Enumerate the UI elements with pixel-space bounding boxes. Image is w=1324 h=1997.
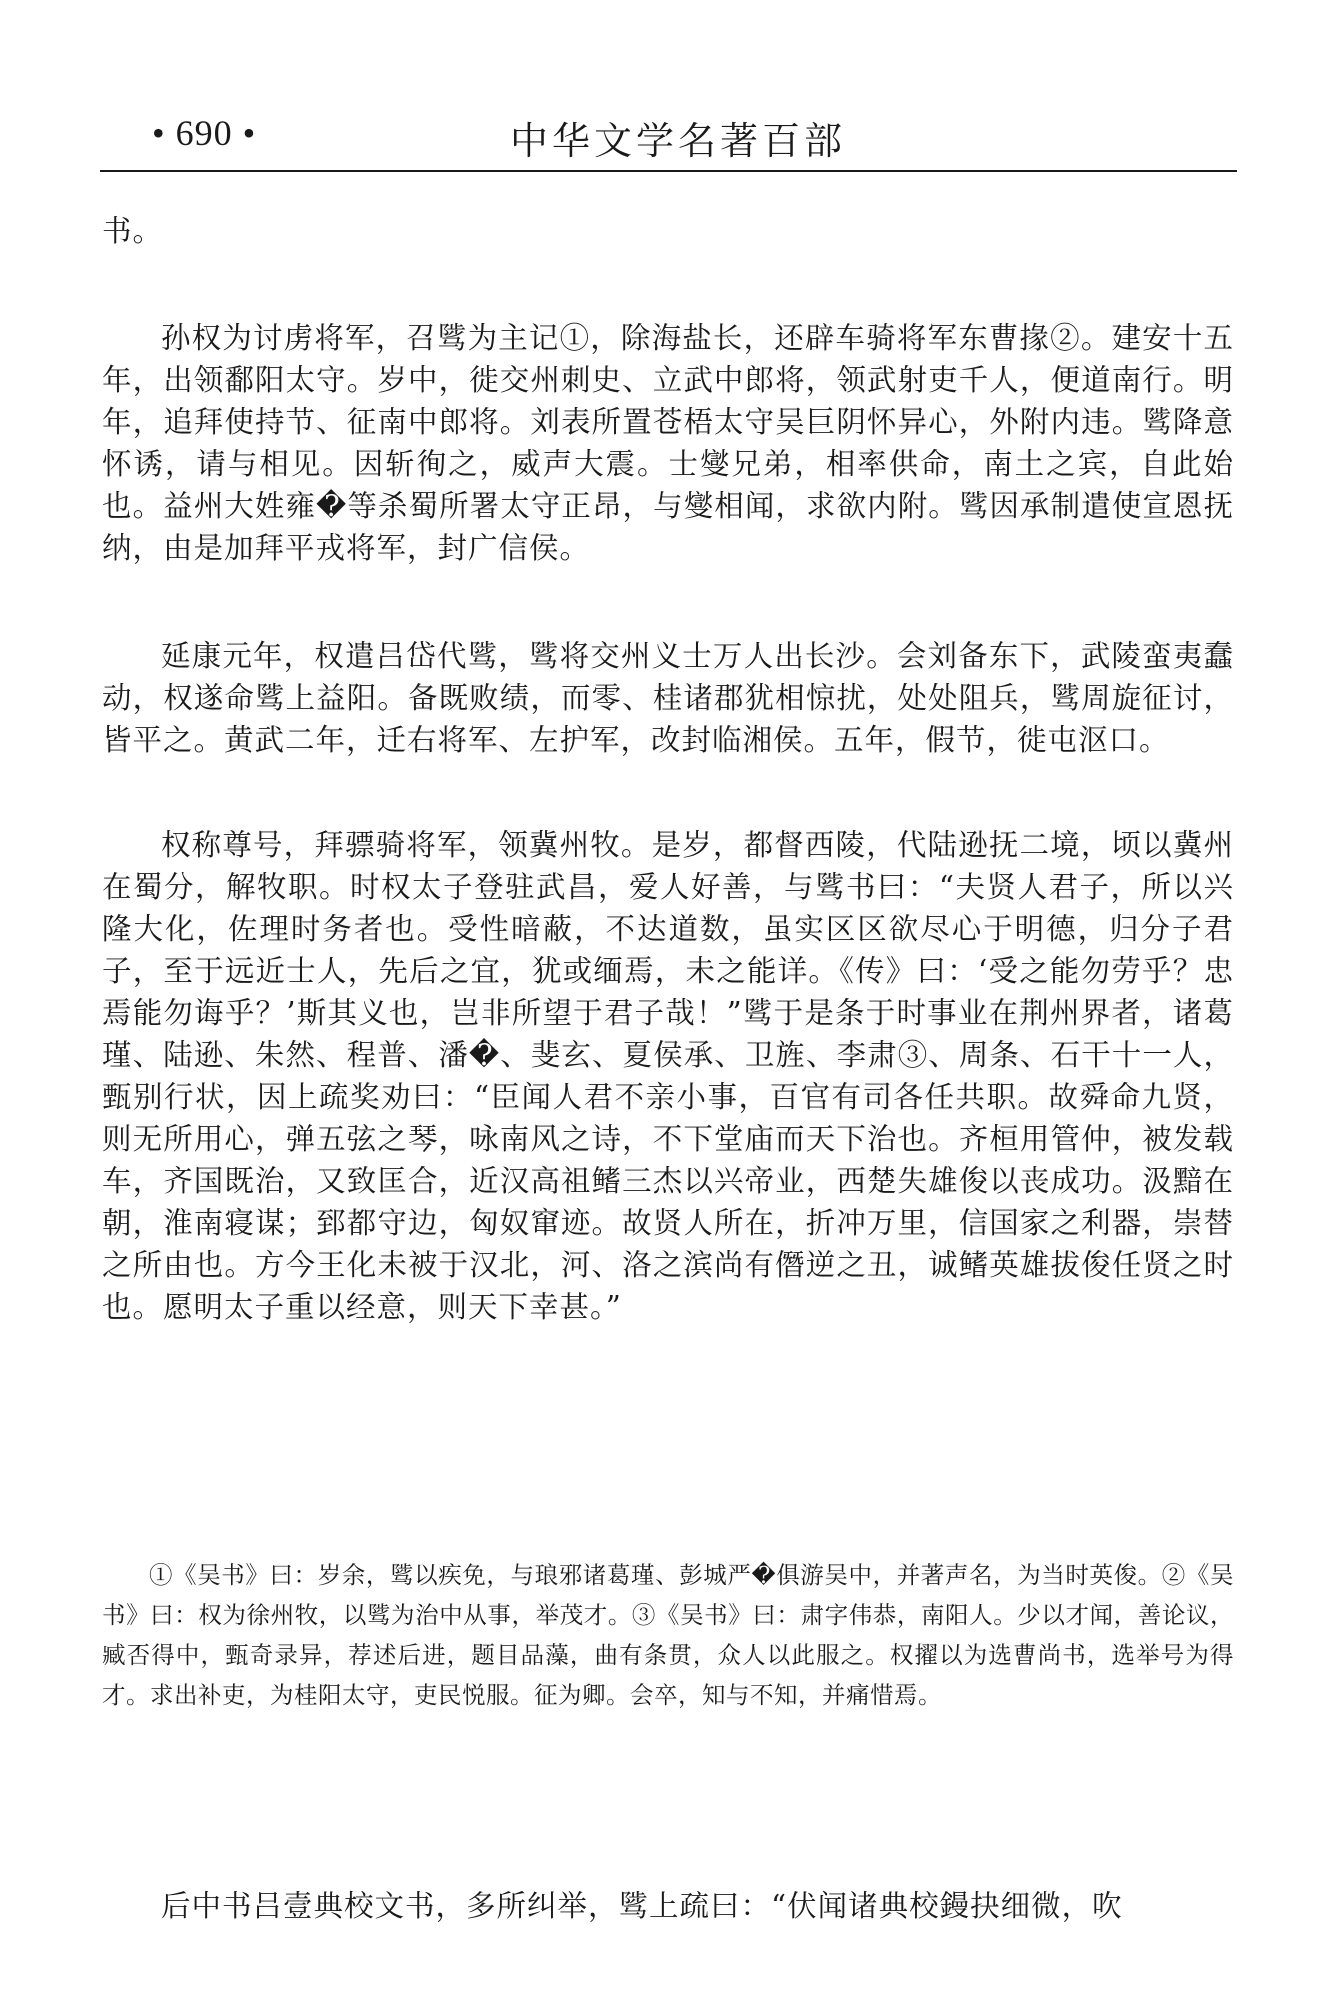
footnotes [102, 1555, 1234, 1715]
footnote-text: ①《吴书》曰：岁余，骘以疾免，与琅邪诸葛瑾、彭城严�俱游吴中，并著声名，为当时英俊。②《吴书》曰：权为徐州牧，以骘为治中从事，举茂才。③《吴书》曰：肃字伟恭，南阳人。少以才闻，善论议，臧否得中，甄奇录异，荐述后进，题目品藻，曲有条贯，众人以此服之。权擢以为选曹尚书，选举号为得才。求出补吏，为桂阳太守，吏民悦服。征为卿。会卒，知与不知，并痛惜焉。 [102, 1561, 1234, 1709]
book-title: 中华文学名著百部 [510, 119, 847, 163]
paragraph-4: 后中书吕壹典校文书，多所纠举，骘上疏曰：“伏闻诸典校鏝抉细微，吹 [161, 1889, 1123, 1923]
paragraph-1: 孙权为讨虏将军，召骘为主记①，除海盐长，还辟车骑将军东曹掾②。建安十五年，出领鄱阳太守。岁中，徙交州刺史、立武中郎将，领武射吏千人，便道南行。明年，追拜使持节、征南中郎将。刘表所置苍梧太守吴巨阴怀异心，外附内违。骘降意怀诱，请与相见。因斩徇之，威声大震。士燮兄弟，相率供命，南土之宾，自此始也。益州大姓雍�等杀蜀所署太守正昂，与燮相闻，求欲内附。骘因承制遣使宣恩抚纳，由是加拜平戎将军，封广信侯。 [102, 321, 1234, 565]
header-rule [100, 170, 1237, 172]
page-number: • 690 • [152, 113, 257, 153]
continued-fragment: 书。 [102, 214, 164, 248]
paragraph-2: 延康元年，权遣吕岱代骘，骘将交州义士万人出长沙。会刘备东下，武陵蛮夷蠢动，权遂命骘上益阳。备既败绩，而零、桂诸郡犹相惊扰，处处阻兵，骘周旋征讨，皆平之。黄武二年，迁右将军、左护军，改封临湘侯。五年，假节，徙屯沤口。 [102, 639, 1234, 757]
page-header [100, 108, 1235, 168]
paragraph-3: 权称尊号，拜骠骑将军，领冀州牧。是岁，都督西陵，代陆逊抚二境，顷以冀州在蜀分，解牧职。时权太子登驻武昌，爱人好善，与骘书曰：“夫贤人君子，所以兴隆大化，佐理时务者也。受性暗蔽，不达道数，虽实区区欲尽心于明德，归分子君子，至于远近士人，先后之宜，犹或缅焉，未之能详。《传》曰：‘受之能勿劳乎？忠焉能勿诲乎？’斯其义也，岂非所望于君子哉！”骘于是条于时事业在荆州界者，诸葛瑾、陆逊、朱然、程普、潘�、斐玄、夏侯承、卫旌、李肃③、周条、石干十一人，甄别行状，因上疏奖劝曰：“臣闻人君不亲小事，百官有司各任共职。故舜命九贤，则无所用心，弹五弦之琴，咏南风之诗，不下堂庙而天下治也。齐桓用管仲，被发载车，齐国既治，又致匡合，近汉高祖鳍三杰以兴帝业，西楚失雄俊以丧成功。汲黯在朝，淮南寝谋；郅都守边，匈奴窜迹。故贤人所在，折冲万里，信国家之利器，崇替之所由也。方今王化未被于汉北，河、洛之滨尚有僭逆之丑，诚鳍英雄拔俊任贤之时也。愿明太子重以经意，则天下幸甚。” [102, 828, 1234, 1324]
